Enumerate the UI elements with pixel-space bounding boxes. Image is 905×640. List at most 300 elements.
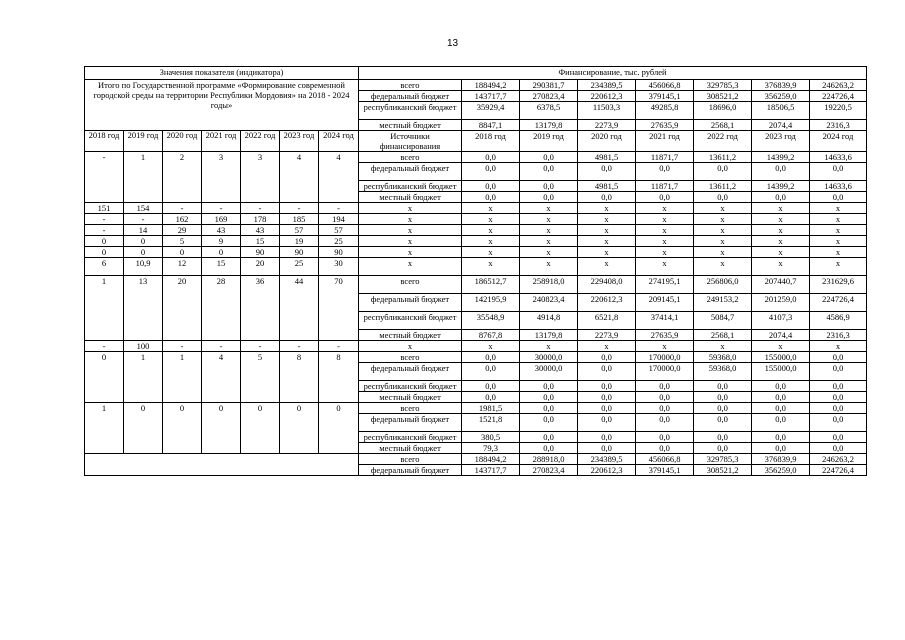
indicator-value: 5 [163, 236, 202, 247]
table-row [85, 131, 867, 152]
financing-value: 0,0 [636, 192, 694, 203]
indicator-value: 2024 год [319, 131, 359, 152]
indicator-value: 30 [319, 258, 359, 276]
financing-value: 246263,2 [810, 80, 867, 91]
indicator-value: 2022 год [241, 131, 280, 152]
financing-value: 209145,1 [636, 294, 694, 312]
indicator-value: 14 [124, 225, 163, 236]
financing-value: 0,0 [810, 192, 867, 203]
financing-value: х [752, 341, 810, 352]
indicator-value: 0 [163, 403, 202, 454]
financing-value: 14399,2 [752, 181, 810, 192]
financing-value: 0,0 [810, 432, 867, 443]
indicator-value: 12 [163, 258, 202, 276]
financing-value: 274195,1 [636, 276, 694, 294]
financing-value: 2316,3 [810, 120, 867, 131]
blank-indicator-cell [85, 454, 359, 476]
financing-value: 456066,8 [636, 454, 694, 465]
financing-value: 2074,4 [752, 330, 810, 341]
financing-value: х [578, 225, 636, 236]
financing-value: х [752, 203, 810, 214]
financing-value: х [810, 214, 867, 225]
indicator-value: 0 [85, 247, 124, 258]
indicator-value: - [280, 203, 319, 214]
table-row [85, 341, 867, 352]
financing-value: х [636, 214, 694, 225]
financing-value: 13179,8 [520, 120, 578, 131]
financing-value: х [636, 341, 694, 352]
financing-value: 376839,9 [752, 80, 810, 91]
financing-value: 2568,1 [694, 120, 752, 131]
financing-value: 290381,7 [520, 80, 578, 91]
financing-value: х [520, 214, 578, 225]
financing-value: 201259,0 [752, 294, 810, 312]
source-cell: х [359, 247, 462, 258]
financing-value: 0,0 [520, 181, 578, 192]
financing-value: 0,0 [636, 392, 694, 403]
financing-value: х [694, 236, 752, 247]
financing-table [84, 66, 867, 476]
financing-value: 11871,7 [636, 181, 694, 192]
source-cell: республиканский бюджет [359, 381, 462, 392]
financing-value: 18506,5 [752, 102, 810, 120]
table-row [85, 352, 867, 363]
financing-value: 0,0 [752, 163, 810, 181]
indicator-value: 2021 год [202, 131, 241, 152]
source-cell: местный бюджет [359, 392, 462, 403]
financing-value: 0,0 [520, 163, 578, 181]
financing-value: 14633,6 [810, 181, 867, 192]
financing-value: 258918,0 [520, 276, 578, 294]
financing-value: 0,0 [810, 443, 867, 454]
indicator-value: 1 [163, 352, 202, 403]
financing-value: 30000,0 [520, 363, 578, 381]
source-cell: местный бюджет [359, 192, 462, 203]
table-row [85, 80, 867, 91]
financing-value: 0,0 [578, 163, 636, 181]
financing-value: 143717,7 [462, 91, 520, 102]
financing-value: 249153,2 [694, 294, 752, 312]
financing-value: 19220,5 [810, 102, 867, 120]
financing-value: 0,0 [752, 403, 810, 414]
indicator-value: 2 [163, 152, 202, 203]
financing-value: 4586,9 [810, 312, 867, 330]
source-cell: Источники финансирования [359, 131, 462, 152]
indicator-value: 0 [280, 403, 319, 454]
financing-value: 2024 год [810, 131, 867, 152]
financing-value: х [752, 247, 810, 258]
financing-value: 8847,1 [462, 120, 520, 131]
financing-value: 14633,6 [810, 152, 867, 163]
financing-value: 0,0 [810, 403, 867, 414]
source-cell: федеральный бюджет [359, 163, 462, 181]
indicator-value: 90 [280, 247, 319, 258]
indicator-value: 1 [124, 352, 163, 403]
source-cell: федеральный бюджет [359, 465, 462, 476]
financing-value: 308521,2 [694, 91, 752, 102]
indicator-value: 154 [124, 203, 163, 214]
financing-value: 224726,4 [810, 294, 867, 312]
financing-value: 229408,0 [578, 276, 636, 294]
indicator-value: 2020 год [163, 131, 202, 152]
indicator-value: 57 [280, 225, 319, 236]
source-cell: федеральный бюджет [359, 414, 462, 432]
indicator-value: 15 [202, 258, 241, 276]
financing-value: 1981,5 [462, 403, 520, 414]
indicator-value: 10,9 [124, 258, 163, 276]
financing-value: 0,0 [694, 381, 752, 392]
source-cell: х [359, 214, 462, 225]
financing-value: 380,5 [462, 432, 520, 443]
financing-value: 2074,4 [752, 120, 810, 131]
table-row [85, 152, 867, 163]
financing-value: 308521,2 [694, 465, 752, 476]
source-cell: федеральный бюджет [359, 363, 462, 381]
indicator-value: - [319, 341, 359, 352]
financing-value: 35548,9 [462, 312, 520, 330]
financing-value: 143717,7 [462, 465, 520, 476]
financing-value: 142195,9 [462, 294, 520, 312]
financing-value: 0,0 [462, 352, 520, 363]
table-header-row [85, 67, 867, 80]
financing-value: 288918,0 [520, 454, 578, 465]
financing-value: 0,0 [636, 381, 694, 392]
financing-value: 11503,3 [578, 102, 636, 120]
financing-value: х [636, 247, 694, 258]
financing-value: 13611,2 [694, 152, 752, 163]
financing-value: х [694, 214, 752, 225]
indicator-value: 0 [163, 247, 202, 258]
source-cell: федеральный бюджет [359, 294, 462, 312]
financing-value: 256806,0 [694, 276, 752, 294]
indicator-value: - [163, 203, 202, 214]
financing-value: 0,0 [578, 392, 636, 403]
indicator-value: 3 [241, 152, 280, 203]
financing-value: х [520, 236, 578, 247]
indicator-value: 43 [202, 225, 241, 236]
financing-value: 79,3 [462, 443, 520, 454]
source-cell: всего [359, 80, 462, 91]
financing-value: 1521,8 [462, 414, 520, 432]
financing-value: 13611,2 [694, 181, 752, 192]
financing-value: 0,0 [520, 414, 578, 432]
financing-value: 0,0 [578, 432, 636, 443]
financing-value: 35929,4 [462, 102, 520, 120]
financing-value: 220612,3 [578, 91, 636, 102]
indicator-value: 44 [280, 276, 319, 341]
financing-value: 379145,1 [636, 465, 694, 476]
indicator-value: 0 [202, 247, 241, 258]
indicator-value: 20 [163, 276, 202, 341]
financing-value: 170000,0 [636, 363, 694, 381]
financing-value: х [636, 236, 694, 247]
financing-value: х [636, 225, 694, 236]
table-row [85, 247, 867, 258]
table-row [85, 214, 867, 225]
financing-value: 2023 год [752, 131, 810, 152]
financing-value: 0,0 [694, 403, 752, 414]
indicator-value: 90 [241, 247, 280, 258]
financing-value: 188494,2 [462, 454, 520, 465]
financing-value: 0,0 [810, 392, 867, 403]
financing-value: х [578, 236, 636, 247]
financing-value: х [810, 236, 867, 247]
financing-value: 356259,0 [752, 465, 810, 476]
financing-value: 0,0 [578, 403, 636, 414]
financing-value: х [462, 214, 520, 225]
financing-value: х [636, 258, 694, 276]
page-number: 13 [446, 38, 459, 49]
financing-value: 6378,5 [520, 102, 578, 120]
financing-value: х [462, 247, 520, 258]
financing-value: 27635,9 [636, 120, 694, 131]
source-cell: х [359, 236, 462, 247]
financing-value: 4981,5 [578, 152, 636, 163]
indicator-value: 2023 год [280, 131, 319, 152]
indicator-value: 9 [202, 236, 241, 247]
indicator-value: 1 [124, 152, 163, 203]
financing-value: х [520, 341, 578, 352]
indicator-value: 185 [280, 214, 319, 225]
financing-value: 0,0 [520, 432, 578, 443]
financing-value: 59368,0 [694, 363, 752, 381]
financing-value: 2019 год [520, 131, 578, 152]
financing-value: 0,0 [810, 414, 867, 432]
indicator-value: - [85, 214, 124, 225]
financing-value: х [462, 203, 520, 214]
financing-value: 0,0 [810, 163, 867, 181]
indicator-value: - [319, 203, 359, 214]
financing-value: 0,0 [694, 192, 752, 203]
financing-value: 6521,8 [578, 312, 636, 330]
indicator-value: 4 [280, 152, 319, 203]
financing-value: 0,0 [578, 381, 636, 392]
financing-value: 4914,8 [520, 312, 578, 330]
financing-value: 0,0 [810, 352, 867, 363]
indicator-value: - [241, 341, 280, 352]
financing-value: 224726,4 [810, 91, 867, 102]
indicator-value: 90 [319, 247, 359, 258]
indicator-value: 0 [85, 352, 124, 403]
financing-value: х [752, 225, 810, 236]
financing-value: 0,0 [752, 414, 810, 432]
indicator-value: 1 [85, 403, 124, 454]
table-row [85, 203, 867, 214]
financing-value: 0,0 [578, 443, 636, 454]
indicator-value: 13 [124, 276, 163, 341]
indicator-value: 29 [163, 225, 202, 236]
financing-value: 329785,3 [694, 454, 752, 465]
financing-value: 456066,8 [636, 80, 694, 91]
financing-value: 0,0 [752, 443, 810, 454]
indicator-value: 2019 год [124, 131, 163, 152]
indicator-value: 2018 год [85, 131, 124, 152]
financing-value: х [694, 258, 752, 276]
indicator-value: 151 [85, 203, 124, 214]
table-row [85, 403, 867, 414]
source-cell: республиканский бюджет [359, 432, 462, 443]
financing-value: 0,0 [462, 152, 520, 163]
financing-value: 155000,0 [752, 363, 810, 381]
financing-value: 0,0 [636, 432, 694, 443]
financing-value: 0,0 [694, 392, 752, 403]
financing-value: 234389,5 [578, 454, 636, 465]
financing-value: 8767,8 [462, 330, 520, 341]
financing-value: 0,0 [636, 163, 694, 181]
indicator-value: 0 [85, 236, 124, 247]
indicator-value: 100 [124, 341, 163, 352]
financing-value: 4107,3 [752, 312, 810, 330]
financing-value: х [462, 258, 520, 276]
source-cell: всего [359, 454, 462, 465]
financing-value: 2018 год [462, 131, 520, 152]
financing-value: х [810, 203, 867, 214]
financing-value: 379145,1 [636, 91, 694, 102]
financing-value: 2020 год [578, 131, 636, 152]
source-cell: местный бюджет [359, 330, 462, 341]
indicator-value: 0 [319, 403, 359, 454]
financing-value: 0,0 [636, 443, 694, 454]
indicator-value: 5 [241, 352, 280, 403]
financing-value: х [636, 203, 694, 214]
financing-value: 0,0 [810, 363, 867, 381]
financing-value: 376839,9 [752, 454, 810, 465]
financing-value: 0,0 [636, 403, 694, 414]
financing-value: 18696,0 [694, 102, 752, 120]
financing-value: 30000,0 [520, 352, 578, 363]
indicator-value: - [241, 203, 280, 214]
financing-value: 246263,2 [810, 454, 867, 465]
source-cell: республиканский бюджет [359, 181, 462, 192]
indicator-value: 70 [319, 276, 359, 341]
indicator-value: - [85, 152, 124, 203]
indicator-value: 3 [202, 152, 241, 203]
financing-value: х [462, 225, 520, 236]
indicator-value: - [124, 214, 163, 225]
financing-value: х [694, 203, 752, 214]
financing-value: 49285,8 [636, 102, 694, 120]
financing-value: 220612,3 [578, 294, 636, 312]
financing-value: 0,0 [578, 352, 636, 363]
indicator-value: 25 [319, 236, 359, 247]
indicator-value: 4 [202, 352, 241, 403]
financing-value: х [578, 341, 636, 352]
table-row [85, 276, 867, 294]
financing-value: 2021 год [636, 131, 694, 152]
indicator-value: 28 [202, 276, 241, 341]
indicator-value: 169 [202, 214, 241, 225]
indicator-value: 4 [319, 152, 359, 203]
financing-value: 186512,7 [462, 276, 520, 294]
financing-value: х [810, 225, 867, 236]
table-row [85, 225, 867, 236]
financing-value: 220612,3 [578, 465, 636, 476]
program-title-cell: Итого по Государственной программе «Формирование современной городской среды на территории Республики Мордовия» на 2018 - 2024 годы» [85, 80, 359, 131]
source-cell: местный бюджет [359, 120, 462, 131]
indicator-value: 0 [124, 247, 163, 258]
financing-value: 224726,4 [810, 465, 867, 476]
indicator-value: 0 [202, 403, 241, 454]
source-cell: х [359, 203, 462, 214]
financing-value: 0,0 [578, 363, 636, 381]
indicator-value: - [202, 203, 241, 214]
financing-value: 0,0 [636, 414, 694, 432]
financing-value: 329785,3 [694, 80, 752, 91]
indicator-value: 0 [241, 403, 280, 454]
indicator-value: 194 [319, 214, 359, 225]
financing-value: х [462, 236, 520, 247]
financing-value: х [520, 225, 578, 236]
financing-value: х [578, 214, 636, 225]
financing-value: х [694, 225, 752, 236]
indicator-header: Значения показателя (индикатора) [85, 67, 359, 80]
table-row [85, 236, 867, 247]
source-cell: республиканский бюджет [359, 102, 462, 120]
source-cell: х [359, 258, 462, 276]
source-cell: х [359, 341, 462, 352]
financing-value: 0,0 [752, 432, 810, 443]
indicator-value: 15 [241, 236, 280, 247]
financing-value: х [520, 203, 578, 214]
financing-value: 0,0 [752, 392, 810, 403]
financing-value: 0,0 [810, 381, 867, 392]
financing-value: 0,0 [520, 443, 578, 454]
financing-value: х [810, 247, 867, 258]
financing-value: 2568,1 [694, 330, 752, 341]
financing-value: 0,0 [462, 363, 520, 381]
financing-value: 188494,2 [462, 80, 520, 91]
financing-value: 0,0 [520, 381, 578, 392]
source-cell: местный бюджет [359, 443, 462, 454]
indicator-value: - [280, 341, 319, 352]
financing-value: 0,0 [462, 392, 520, 403]
financing-value: 2273,9 [578, 120, 636, 131]
financing-value: 2316,3 [810, 330, 867, 341]
financing-value: 0,0 [520, 392, 578, 403]
financing-value: х [810, 341, 867, 352]
financing-value: 0,0 [752, 192, 810, 203]
financing-value: 2022 год [694, 131, 752, 152]
financing-header: Финансирование, тыс. рублей [359, 67, 867, 80]
financing-value: х [694, 247, 752, 258]
financing-value: 270823,4 [520, 465, 578, 476]
financing-value: 170000,0 [636, 352, 694, 363]
indicator-value: - [85, 225, 124, 236]
financing-value: 0,0 [694, 432, 752, 443]
table-row [85, 454, 867, 465]
indicator-value: 8 [319, 352, 359, 403]
financing-value: 14399,2 [752, 152, 810, 163]
indicator-value: 20 [241, 258, 280, 276]
source-cell: республиканский бюджет [359, 312, 462, 330]
table-row [85, 258, 867, 276]
financing-value: 356259,0 [752, 91, 810, 102]
source-cell: федеральный бюджет [359, 91, 462, 102]
financing-value: 27635,9 [636, 330, 694, 341]
financing-value: 0,0 [578, 414, 636, 432]
financing-value: 0,0 [462, 181, 520, 192]
financing-value: х [694, 341, 752, 352]
financing-value: 231629,6 [810, 276, 867, 294]
financing-value: 0,0 [520, 192, 578, 203]
indicator-value: - [163, 341, 202, 352]
financing-value: 4981,5 [578, 181, 636, 192]
source-cell: х [359, 225, 462, 236]
financing-value: 11871,7 [636, 152, 694, 163]
indicator-value: 19 [280, 236, 319, 247]
financing-value: х [578, 203, 636, 214]
source-cell: всего [359, 152, 462, 163]
